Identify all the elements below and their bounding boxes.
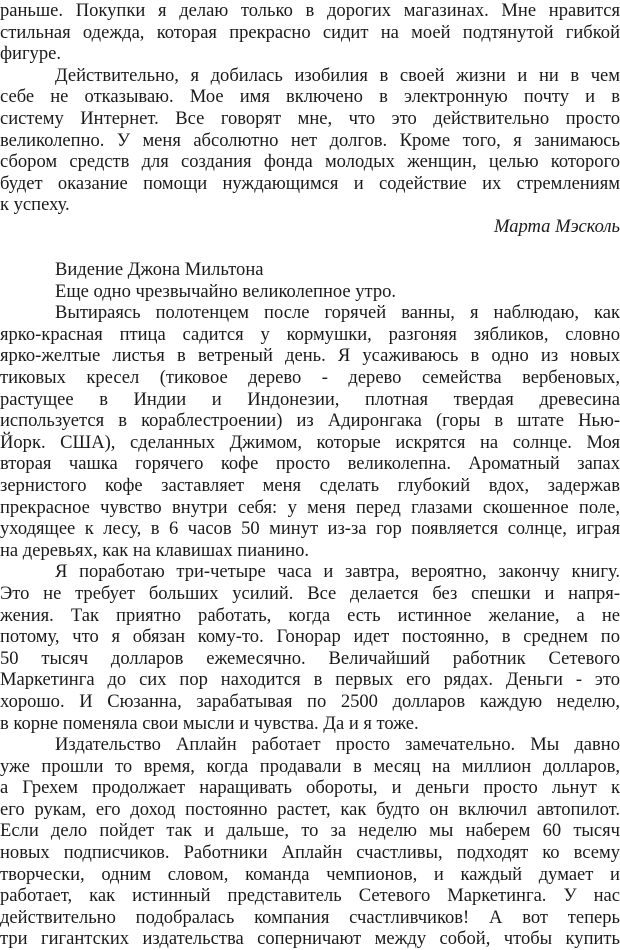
text-line: тиковых кресел (тиковое дерево - дерево семейства вербеновых, [0,367,620,389]
text-line: Вытираясь полотенцем после горячей ванны, я наблюдаю, как [55,302,620,324]
text-line: уходящее к лесу, в 6 часов 50 минут из-за гор появляется солнце, играя [0,518,620,540]
text-line: раньше. Покупки я делаю только в дорогих магазинах. Мне нравится [0,0,620,21]
text-line: потому, что я обязан кому-то. Гонорар идет постоянно, в среднем по [0,626,620,648]
text-line: великолепно. У меня абсолютно нет долгов. Кроме того, я занимаюсь [0,129,620,151]
text-line: Действительно, я добилась изобилия в своей жизни и ни в чем [55,64,620,86]
text-line: Это не требует больших усилий. Все делается без спешки и напря- [0,582,620,604]
text-line: Издательство Аплайн работает просто замечательно. Мы давно [55,734,620,756]
text-line: Йорк. США), сделанных Джимом, которые искрятся на солнце. Моя [0,431,620,453]
text-line: на деревьях, как на клавишах пианино. [0,539,310,561]
text-line: действительно подобралась компания счастливчиков! А вот теперь [0,906,620,928]
author-signature: Марта Мэсколь [494,215,620,237]
text-line: стильная одежда, которая прекрасно сидит на моей подтянутой гибкой [0,21,620,43]
text-line: будет оказание помощи нуждающимся и содействие их стремлениям [0,172,620,194]
text-line: уже прошли то время, когда продавали в месяц на миллион долларов, [0,755,620,777]
text-line: вторая чашка горячего кофе просто великолепна. Ароматный запах [0,453,620,475]
text-line: Маркетинга до сих пор находится в первых его рядах. Деньги - это [0,669,620,691]
text-line: жения. Так приятно работать, когда есть истинное желание, а не [0,604,620,626]
text-line: себе не отказываю. Мое имя включено в электронную почту и в [0,86,620,108]
text-line: ярко-красная птица садится у кормушки, разгоняя зябликов, словно [0,323,620,345]
text-line: Если дело пойдет так и дальше, то за неделю мы наберем 60 тысяч [0,820,620,842]
text-line: 50 тысяч долларов ежемесячно. Величайший работник Сетевого [0,647,620,669]
text-line: прекрасное чувство внутри себя: у меня перед глазами скошенное поле, [0,496,620,518]
text-line: его рукам, его доход постоянно растет, как будто он включил автопилот. [0,798,620,820]
text-line: используется в кораблестроении) из Адиронгака (горы в штате Нью- [0,410,620,432]
text-line: хорошо. И Сюзанна, зарабатывая по 2500 долларов каждую неделю, [0,690,620,712]
text-line: сбором средств для создания фонда молодых женщин, целью которого [0,151,620,173]
text-line: творчески, одним словом, команда чемпионов, и каждый думает и [0,863,620,885]
text-line: растущее в Индии и Индонезии, плотная твердая древесина [0,388,620,410]
text-line: Я поработаю три-четыре часа и завтра, вероятно, закончу книгу. [55,561,620,583]
text-line: зернистого кофе заставляет меня сделать глубокий вдох, задержав [0,475,620,496]
text-line: новых подписчиков. Работники Аплайн счастливы, подходят ко всему [0,842,620,864]
text-line: к успеху. [0,194,70,216]
text-line: работает, как истинный представитель Сетевого Маркетинга. У нас [0,885,620,907]
text-line: систему Интернет. Все говорят мне, что это действительно просто [0,107,620,129]
text-line: ярко-желтые листья в ветреный день. Я усаживаюсь в одно из новых [0,345,620,367]
text-line: фигуре. [0,43,61,65]
text-line: Еще одно чрезвычайно великолепное утро. [55,280,397,302]
text-line: в корне поменяла свои мысли и чувства. Да и я тоже. [0,712,419,734]
text-line: а Грехем продолжает наращивать обороты, и деньги просто льнут к [0,777,620,799]
text-line: три гигантских издательства соперничают между собой, чтобы купить [0,928,620,950]
section-heading: Видение Джона Мильтона [55,259,264,281]
